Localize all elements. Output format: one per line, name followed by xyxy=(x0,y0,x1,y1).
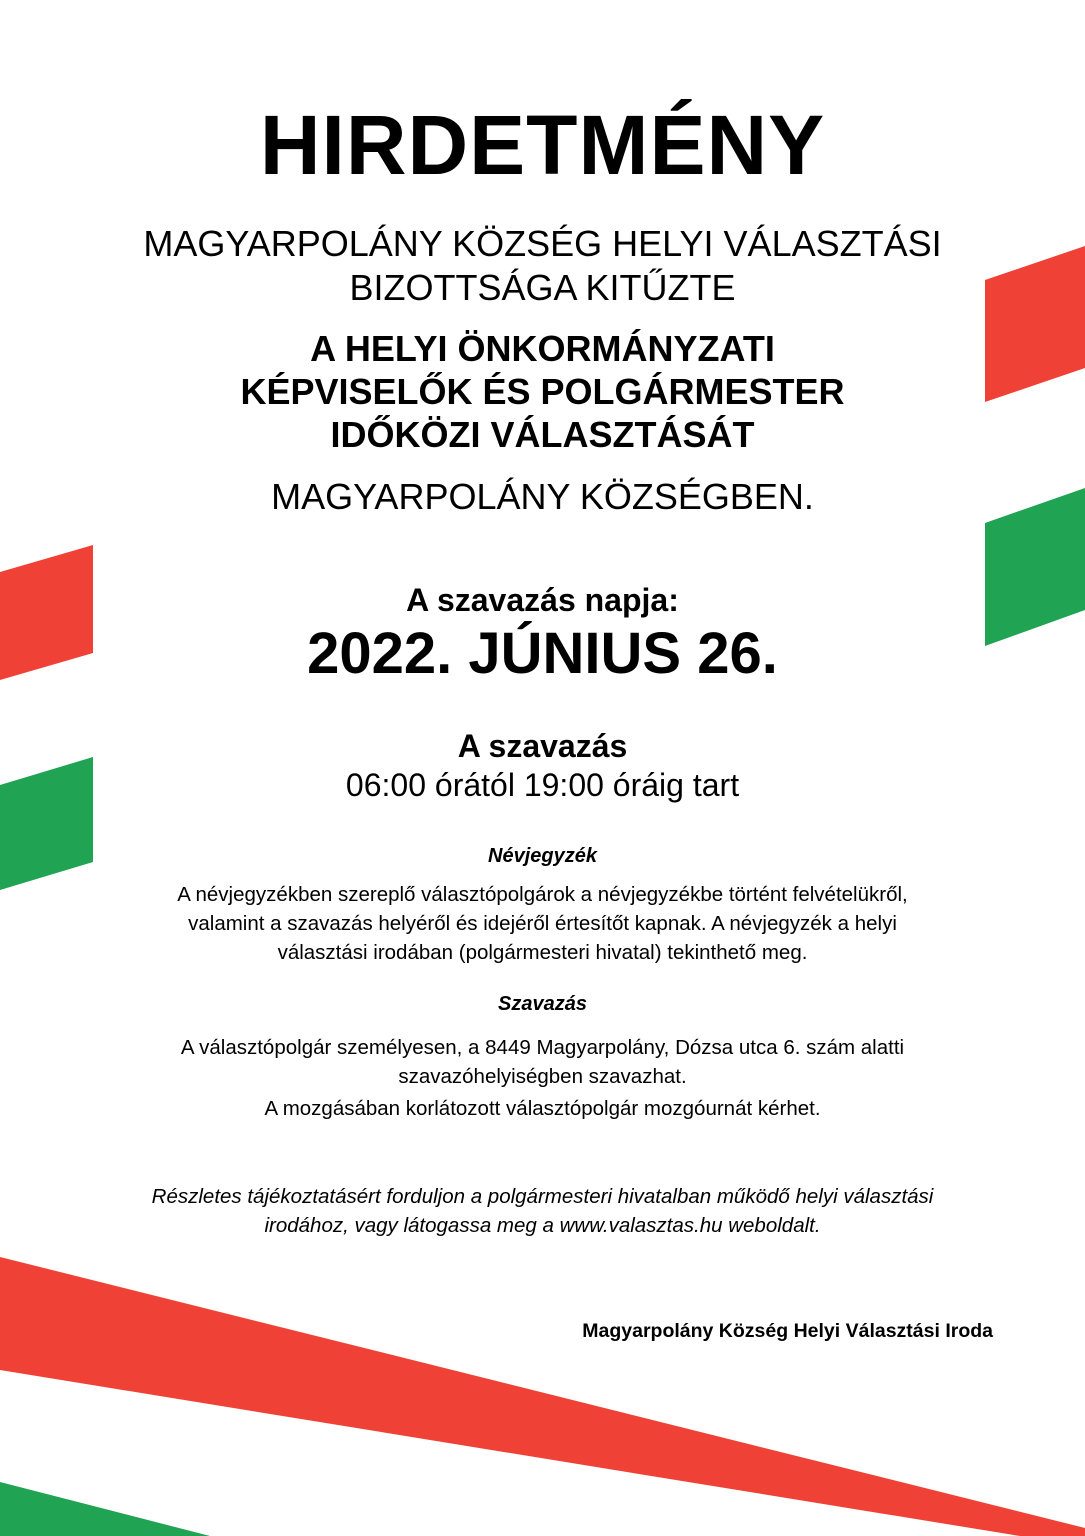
mobile-ballot-note: A mozgásában korlátozott választópolgár mozgóurnát kérhet. xyxy=(264,1097,821,1120)
info-line-2: irodához, vagy látogassa meg a www.valasztas.hu weboldalt. xyxy=(264,1214,821,1237)
election-heading xyxy=(0,327,1085,456)
voting-hours: 06:00 órától 19:00 óráig tart xyxy=(345,767,740,803)
ballot-line-2: szavazóhelyiségben szavazhat. xyxy=(398,1065,687,1088)
committee-line-1: MAGYARPOLÁNY KÖZSÉG HELYI VÁLASZTÁSI xyxy=(143,223,942,264)
committee-heading xyxy=(0,222,1085,310)
ballot-line-1: A választópolgár személyesen, a 8449 Magyarpolány, Dózsa utca 6. szám alatti xyxy=(180,1036,905,1059)
office-signature: Magyarpolány Község Helyi Választási Iroda xyxy=(582,1320,993,1342)
info-line-1: Részletes tájékoztatásért forduljon a polgármesteri hivatalban működő helyi választási xyxy=(151,1185,934,1208)
bottom-green-stripe xyxy=(0,1482,210,1536)
location-line: MAGYARPOLÁNY KÖZSÉGBEN. xyxy=(271,476,814,517)
ballot-paragraph xyxy=(0,1033,1085,1091)
committee-line-2: BIZOTTSÁGA KITŰZTE xyxy=(349,267,736,308)
register-section-title: Névjegyzék xyxy=(488,845,597,867)
register-line-3: választási irodában (polgármesteri hivatal) tekinthető meg. xyxy=(277,941,808,964)
bottom-red-stripe xyxy=(0,1257,1085,1536)
register-line-1: A névjegyzékben szereplő választópolgárok a névjegyzékbe történt felvételükről, xyxy=(177,883,908,906)
election-line-2: KÉPVISELŐK ÉS POLGÁRMESTER xyxy=(240,371,845,412)
voting-date: 2022. JÚNIUS 26. xyxy=(307,621,778,686)
election-line-1: A HELYI ÖNKORMÁNYZATI xyxy=(310,328,775,369)
notice-title: HIRDETMÉNY xyxy=(259,98,826,192)
election-line-3: IDŐKÖZI VÁLASZTÁSÁT xyxy=(330,414,755,455)
register-paragraph xyxy=(0,880,1085,967)
register-line-2: valamint a szavazás helyéről és idejéről értesítőt kapnak. A névjegyzék a helyi xyxy=(188,912,897,935)
info-paragraph xyxy=(0,1182,1085,1240)
voting-day-label: A szavazás napja: xyxy=(406,582,679,618)
ballot-section-title: Szavazás xyxy=(498,993,587,1015)
voting-heading: A szavazás xyxy=(457,728,628,764)
